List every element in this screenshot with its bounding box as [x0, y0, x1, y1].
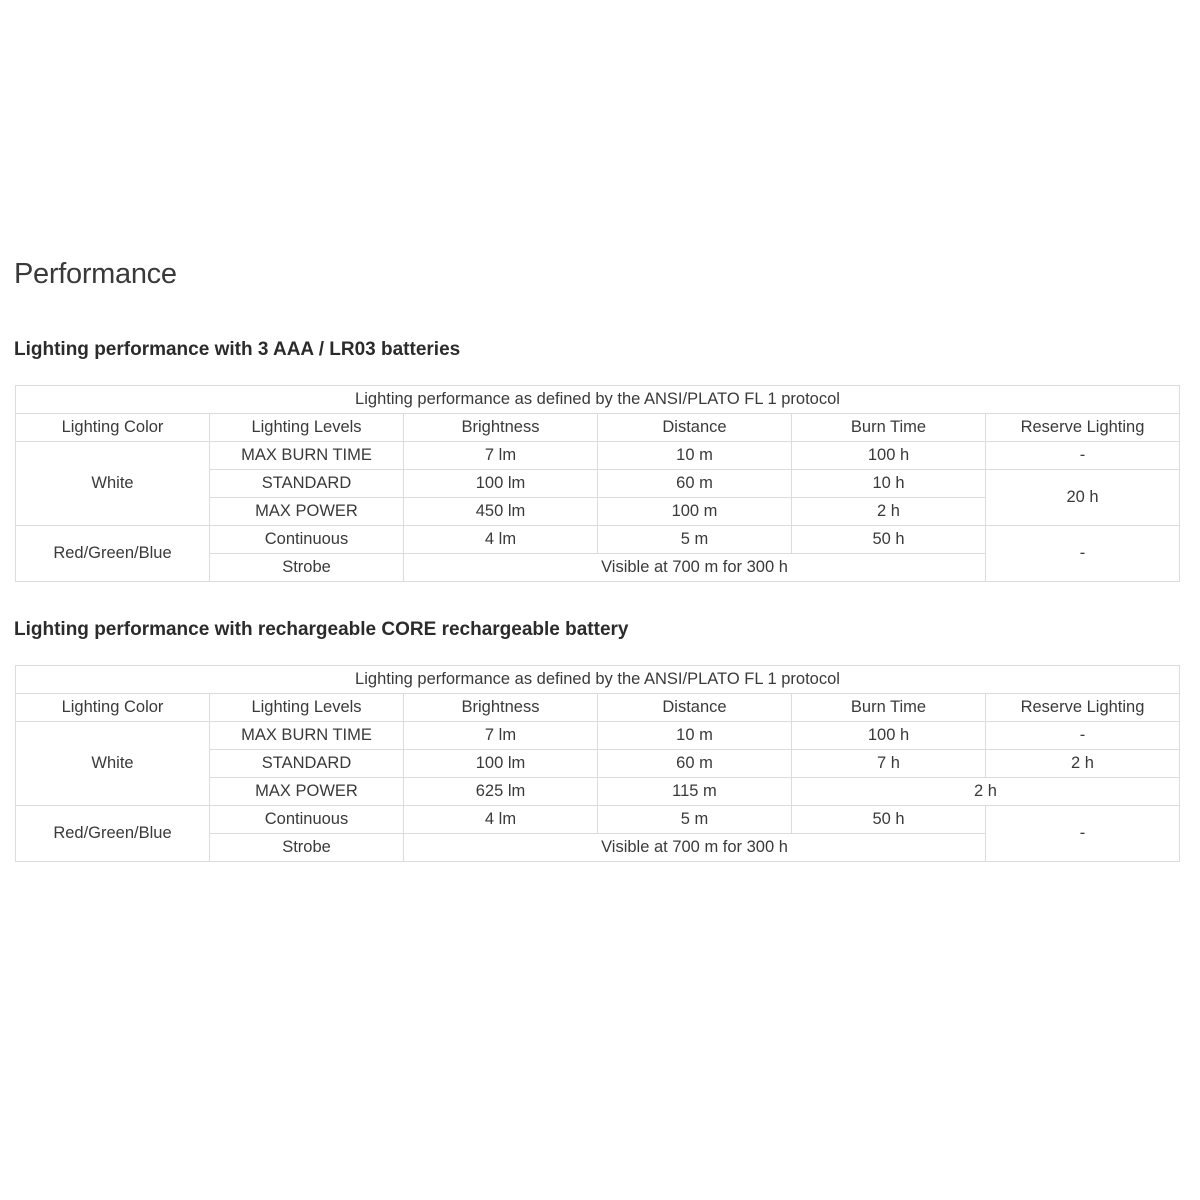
header-brightness: Brightness [404, 694, 598, 722]
distance-cell: 5 m [598, 806, 792, 834]
burn-time-cell: 100 h [792, 442, 986, 470]
page-title: Performance [14, 258, 177, 290]
reserve-cell: - [986, 722, 1180, 750]
header-distance: Distance [598, 414, 792, 442]
section-title-aaa-batteries: Lighting performance with 3 AAA / LR03 batteries [14, 339, 461, 360]
table-row [16, 666, 1180, 694]
distance-cell: 60 m [598, 470, 792, 498]
header-burn-time: Burn Time [792, 414, 986, 442]
protocol-caption: Lighting performance as defined by the ANSI/PLATO FL 1 protocol [16, 666, 1180, 694]
brightness-cell: 100 lm [404, 750, 598, 778]
section-title-core-battery: Lighting performance with rechargeable CORE rechargeable battery [14, 619, 629, 640]
reserve-cell: 20 h [986, 470, 1180, 526]
reserve-cell: - [986, 442, 1180, 470]
protocol-caption: Lighting performance as defined by the ANSI/PLATO FL 1 protocol [16, 386, 1180, 414]
table-row [16, 386, 1180, 414]
level-cell: MAX POWER [210, 498, 404, 526]
level-cell: STANDARD [210, 750, 404, 778]
level-cell: MAX BURN TIME [210, 722, 404, 750]
color-rgb: Red/Green/Blue [16, 806, 210, 862]
level-cell: STANDARD [210, 470, 404, 498]
brightness-cell: 7 lm [404, 722, 598, 750]
header-lighting-color: Lighting Color [16, 694, 210, 722]
level-cell: Continuous [210, 806, 404, 834]
level-cell: MAX BURN TIME [210, 442, 404, 470]
burn-time-cell: 50 h [792, 806, 986, 834]
brightness-cell: 4 lm [404, 806, 598, 834]
burn-time-cell: 50 h [792, 526, 986, 554]
header-lighting-levels: Lighting Levels [210, 414, 404, 442]
reserve-cell: - [986, 526, 1180, 582]
brightness-cell: 4 lm [404, 526, 598, 554]
table-row [16, 526, 1180, 554]
burn-time-cell: 100 h [792, 722, 986, 750]
brightness-cell: 100 lm [404, 470, 598, 498]
table-header-row [16, 414, 1180, 442]
distance-cell: 10 m [598, 442, 792, 470]
distance-cell: 100 m [598, 498, 792, 526]
level-cell: Strobe [210, 554, 404, 582]
reserve-cell: - [986, 806, 1180, 862]
header-brightness: Brightness [404, 414, 598, 442]
brightness-cell: 450 lm [404, 498, 598, 526]
level-cell: MAX POWER [210, 778, 404, 806]
brightness-cell: 625 lm [404, 778, 598, 806]
distance-cell: 115 m [598, 778, 792, 806]
table-header-row [16, 694, 1180, 722]
performance-table-core [15, 665, 1180, 862]
brightness-cell: 7 lm [404, 442, 598, 470]
header-burn-time: Burn Time [792, 694, 986, 722]
distance-cell: 60 m [598, 750, 792, 778]
burn-time-cell: 2 h [792, 498, 986, 526]
burn-time-reserve-cell: 2 h [792, 778, 1180, 806]
header-lighting-levels: Lighting Levels [210, 694, 404, 722]
reserve-cell: 2 h [986, 750, 1180, 778]
color-white: White [16, 442, 210, 526]
performance-table-aaa [15, 385, 1180, 582]
color-rgb: Red/Green/Blue [16, 526, 210, 582]
strobe-visibility-cell: Visible at 700 m for 300 h [404, 834, 986, 862]
distance-cell: 5 m [598, 526, 792, 554]
color-white: White [16, 722, 210, 806]
table-row [16, 806, 1180, 834]
burn-time-cell: 7 h [792, 750, 986, 778]
strobe-visibility-cell: Visible at 700 m for 300 h [404, 554, 986, 582]
header-lighting-color: Lighting Color [16, 414, 210, 442]
burn-time-cell: 10 h [792, 470, 986, 498]
table-row [16, 722, 1180, 750]
header-distance: Distance [598, 694, 792, 722]
header-reserve-lighting: Reserve Lighting [986, 414, 1180, 442]
table-row [16, 442, 1180, 470]
distance-cell: 10 m [598, 722, 792, 750]
header-reserve-lighting: Reserve Lighting [986, 694, 1180, 722]
level-cell: Strobe [210, 834, 404, 862]
level-cell: Continuous [210, 526, 404, 554]
